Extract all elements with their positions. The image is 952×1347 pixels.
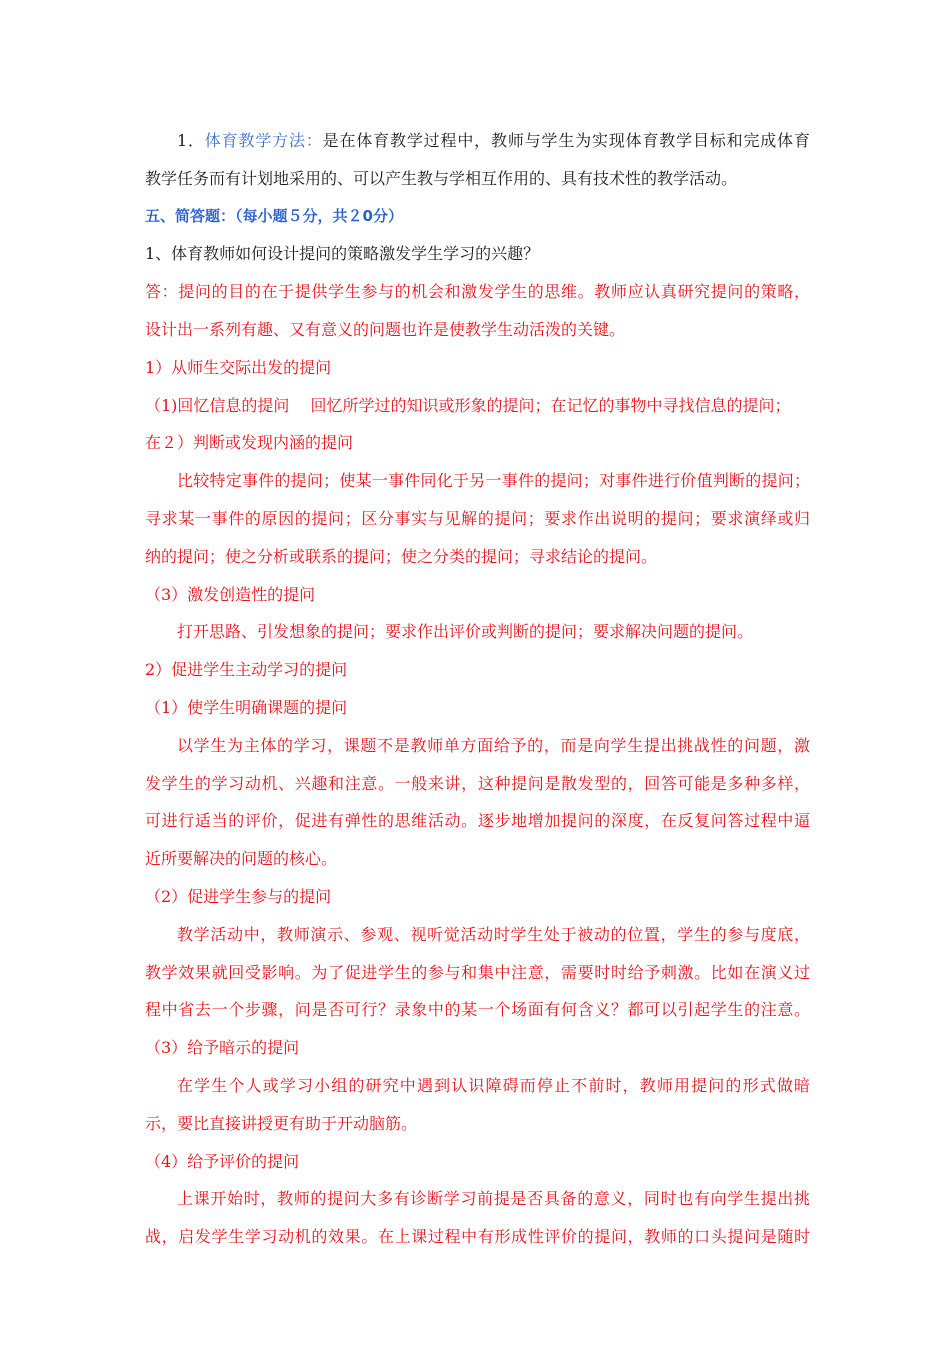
answer-heading-2: 2）促进学生主动学习的提问 bbox=[145, 660, 348, 680]
answer-subheading-1-2: 在２）判断或发现内涵的提问 bbox=[145, 433, 354, 453]
answer-paragraph-line: 程中省去一个步骤，问是否可行？录象中的某一个场面有何含义？都可以引起学生的注意。 bbox=[145, 1000, 810, 1020]
answer-subheading-1-1: （1)回忆信息的提问 回忆所学过的知识或形象的提问；在记忆的事物中寻找信息的提问； bbox=[145, 395, 791, 415]
definition-line-2: 教学任务而有计划地采用的、可以产生教与学相互作用的、具有技术性的教学活动。 bbox=[145, 168, 738, 188]
answer-paragraph-line: 发学生的学习动机、兴趣和注意。一般来讲，这种提问是散发型的，回答可能是多种多样， bbox=[145, 773, 810, 793]
question-title: 1、体育教师如何设计提问的策略激发学生学习的兴趣？ bbox=[145, 244, 540, 264]
answer-paragraph-line: 寻求某一事件的原因的提问；区分事实与见解的提问；要求作出说明的提问；要求演绎或归 bbox=[145, 508, 810, 528]
answer-intro-1: 答：提问的目的在于提供学生参与的机会和激发学生的思维。教师应认真研究提问的策略， bbox=[145, 282, 810, 302]
answer-subheading-2-3: （3）给予暗示的提问 bbox=[145, 1038, 300, 1058]
answer-paragraph-line: 上课开始时，教师的提问大多有诊断学习前提是否具备的意义，同时也有向学生提出挑 bbox=[177, 1189, 810, 1209]
definition-text: 是在体育教学过程中，教师与学生为实现体育教学目标和完成体育 bbox=[322, 131, 810, 150]
answer-subheading-2-1: （1）使学生明确课题的提问 bbox=[145, 697, 348, 717]
answer-paragraph-line: 战，启发学生学习动机的效果。在上课过程中有形成性评价的提问，教师的口头提问是随时 bbox=[145, 1227, 810, 1247]
answer-paragraph-line: 纳的提问；使之分析或联系的提问；使之分类的提问；寻求结论的提问。 bbox=[145, 546, 658, 566]
definition-line-1 bbox=[145, 122, 810, 160]
answer-heading-1: 1）从师生交际出发的提问 bbox=[145, 357, 332, 377]
answer-paragraph-line: 比较特定事件的提问；使某一事件同化于另一事件的提问；对事件进行价值判断的提问； bbox=[177, 471, 810, 491]
answer-intro-2: 设计出一系列有趣、又有意义的问题也许是使教学生动活泼的关键。 bbox=[145, 319, 626, 339]
document-body bbox=[145, 122, 810, 1256]
answer-paragraph-line: 教学活动中，教师演示、参观、视听觉活动时学生处于被动的位置，学生的参与度底， bbox=[177, 924, 810, 944]
answer-paragraph-line: 教学效果就回受影响。为了促进学生的参与和集中注意，需要时时给予刺激。比如在演义过 bbox=[145, 962, 810, 982]
definition-number: 1． bbox=[177, 131, 205, 150]
section-heading: 五、简答题：（每小题５分，共２0分） bbox=[145, 206, 403, 225]
answer-paragraph-line: 在学生个人或学习小组的研究中遇到认识障碍而停止不前时，教师用提问的形式做暗 bbox=[177, 1075, 810, 1095]
answer-subheading-2-2: （2）促进学生参与的提问 bbox=[145, 886, 332, 906]
answer-paragraph-line: 示，要比直接讲授更有助于开动脑筋。 bbox=[145, 1113, 418, 1133]
answer-subheading-1-3: （3）激发创造性的提问 bbox=[145, 584, 316, 604]
answer-paragraph-line: 可进行适当的评价，促进有弹性的思维活动。逐步地增加提问的深度，在反复问答过程中逼 bbox=[145, 811, 810, 831]
answer-paragraph-line: 打开思路、引发想象的提问；要求作出评价或判断的提问；要求解决问题的提问。 bbox=[177, 622, 754, 642]
definition-term: 体育教学方法： bbox=[204, 131, 323, 150]
answer-subheading-2-4: （4）给予评价的提问 bbox=[145, 1151, 300, 1171]
answer-paragraph-line: 以学生为主体的学习，课题不是教师单方面给予的，而是向学生提出挑战性的问题，激 bbox=[177, 735, 810, 755]
answer-paragraph-line: 近所要解决的问题的核心。 bbox=[145, 849, 338, 869]
